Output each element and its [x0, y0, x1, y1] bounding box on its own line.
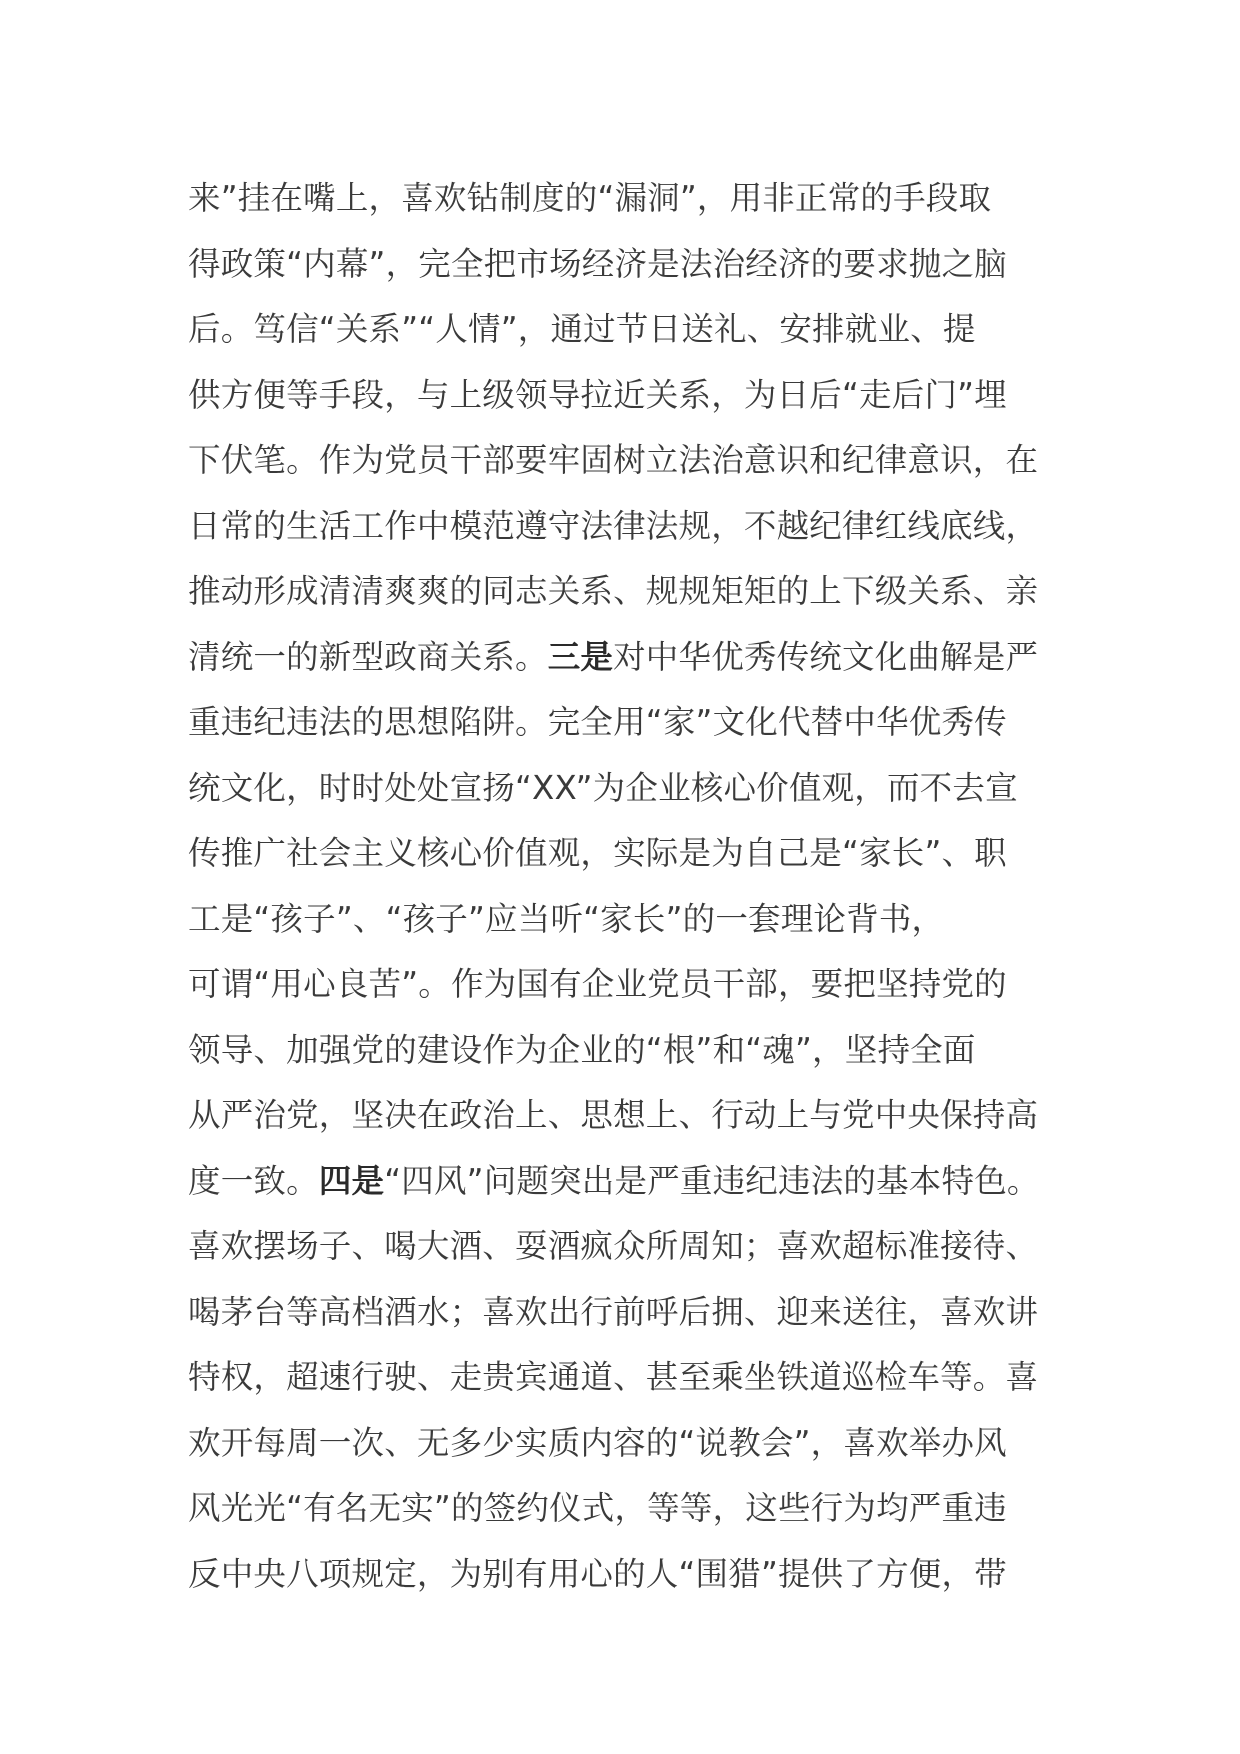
bold-lead-san-shi: 三是: [547, 637, 614, 676]
text-line: [188, 1149, 1068, 1215]
text-line: [188, 1280, 1068, 1346]
text-run: 对中华优秀传统文化曲解是严: [613, 637, 1039, 676]
text-line: [188, 1214, 1068, 1280]
text-run: 喝茅台等高档酒水；喜欢出行前呼后拥、迎来送往，喜欢讲: [188, 1292, 1039, 1331]
text-line: [188, 363, 1068, 429]
text-line: [188, 297, 1068, 363]
text-line: [188, 1476, 1068, 1542]
text-line: [188, 1018, 1068, 1084]
text-line: [188, 756, 1068, 822]
text-run: 特权，超速行驶、走贵宾通道、甚至乘坐铁道巡检车等。喜: [188, 1358, 1039, 1396]
text-run: 清统一的新型政商关系。: [188, 637, 548, 676]
text-line: [188, 559, 1068, 625]
text-run: 传推广社会主义核心价值观，实际是为自己是“家长”、职: [188, 834, 1007, 872]
text-line: [188, 952, 1068, 1018]
bold-lead-si-shi: 四是: [318, 1161, 385, 1200]
text-run: 得政策“内幕”，完全把市场经济是法治经济的要求抛之脑: [188, 244, 1007, 283]
text-run: 来”挂在嘴上，喜欢钻制度的“漏洞”，用非正常的手段取: [188, 179, 992, 217]
text-line: [188, 1083, 1068, 1149]
text-line: [188, 166, 1068, 232]
text-run: “四风”问题突出是严重违纪违法的基本特色。: [384, 1161, 1040, 1200]
text-run: 反中央八项规定，为别有用心的人“围猎”提供了方便，带: [188, 1554, 1007, 1593]
text-run: 工是“孩子”、“孩子”应当听“家长”的一套理论背书，: [188, 899, 945, 938]
text-line: [188, 625, 1068, 691]
text-run: 供方便等手段，与上级领导拉近关系，为日后“走后门”埋: [188, 375, 1007, 414]
text-run: 统文化，时时处处宣扬“XX”为企业核心价值观，而不去宣: [188, 768, 1018, 807]
text-run: 喜欢摆场子、喝大酒、耍酒疯众所周知；喜欢超标准接待、: [188, 1227, 1039, 1265]
text-run: 下伏笔。作为党员干部要牢固树立法治意识和纪律意识，在: [188, 441, 1039, 479]
text-line: [188, 428, 1068, 494]
text-line: [188, 690, 1068, 756]
text-line: [188, 1411, 1068, 1477]
text-line: [188, 1345, 1068, 1411]
text-run: 从严治党，坚决在政治上、思想上、行动上与党中央保持高: [188, 1096, 1039, 1134]
body-text: [188, 166, 1068, 1607]
text-run: 度一致。: [188, 1161, 319, 1200]
text-line: [188, 494, 1068, 560]
text-run: 欢开每周一次、无多少实质内容的“说教会”，喜欢举办风: [188, 1423, 1007, 1462]
text-run: 重违纪违法的思想陷阱。完全用“家”文化代替中华优秀传: [188, 703, 1007, 741]
text-run: 领导、加强党的建设作为企业的“根”和“魂”，坚持全面: [188, 1030, 976, 1069]
text-line: [188, 1542, 1068, 1608]
text-line: [188, 887, 1068, 953]
text-run: 日常的生活工作中模范遵守法律法规，不越纪律红线底线，: [188, 506, 1039, 545]
text-line: [188, 232, 1068, 298]
text-run: 后。笃信“关系”“人情”，通过节日送礼、安排就业、提: [188, 310, 976, 348]
text-run: 风光光“有名无实”的签约仪式，等等，这些行为均严重违: [188, 1489, 1007, 1527]
text-run: 推动形成清清爽爽的同志关系、规规矩矩的上下级关系、亲: [188, 572, 1039, 610]
text-line: [188, 821, 1068, 887]
text-run: 可谓“用心良苦”。作为国有企业党员干部，要把坚持党的: [188, 965, 1007, 1003]
